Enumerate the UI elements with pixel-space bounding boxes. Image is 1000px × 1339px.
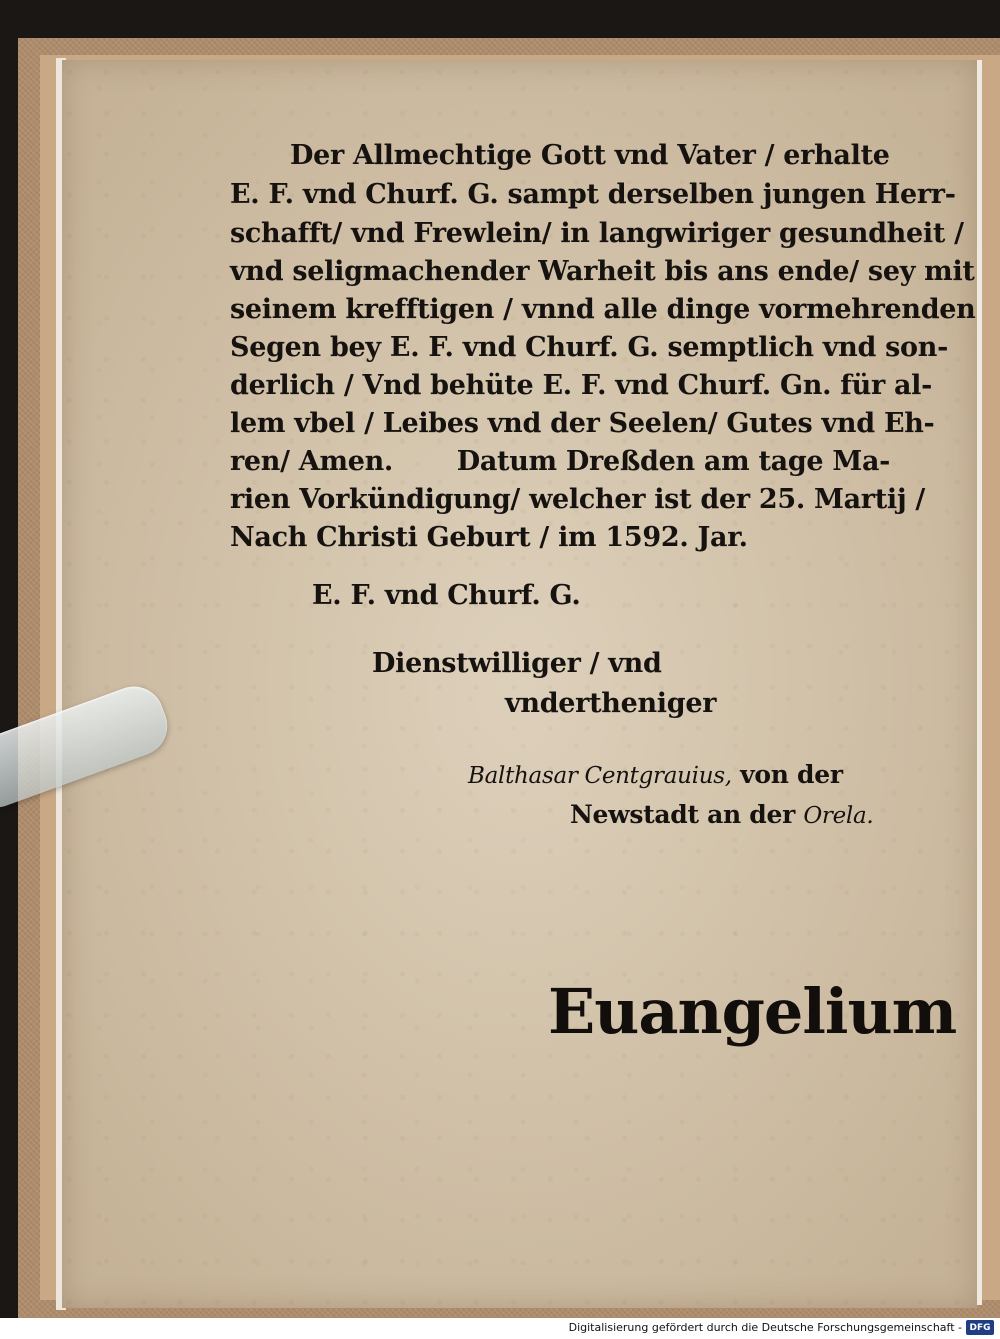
signature-line-1 (468, 760, 843, 789)
letter-line-10: rien Vorkündigung/ welcher ist der 25. Martij / (230, 484, 925, 515)
salutation: E. F. vnd Churf. G. (312, 580, 581, 611)
signature-newstadt: Newstadt an der (570, 800, 795, 829)
signature-line-2 (570, 800, 873, 829)
letter-line-6: Segen bey E. F. vnd Churf. G. semptlich vnd son- (230, 332, 948, 363)
footer-bar (0, 1318, 1000, 1339)
closing-line-2: vndertheniger (505, 688, 717, 719)
letter-line-7: derlich / Vnd behüte E. F. vnd Churf. Gn. für al- (230, 370, 933, 401)
catchword: Euangelium (548, 975, 957, 1048)
dfg-logo: DFG (966, 1320, 994, 1335)
signature-line-1-rest: von der (740, 760, 843, 789)
letter-line-5: seinem krefftigen / vnnd alle dinge vormehrenden (230, 294, 976, 325)
letter-line-3: schafft/ vnd Frewlein/ in langwiriger gesundheit / (230, 218, 964, 249)
signature-name: Balthasar Centgrauius, (468, 763, 732, 789)
letter-line-11: Nach Christi Geburt / im 1592. Jar. (230, 522, 748, 553)
letter-line-1: Der Allmechtige Gott vnd Vater / erhalte (290, 140, 890, 171)
letter-line-4: vnd seligmachender Warheit bis ans ende/ sey mit (230, 256, 975, 287)
closing-line-1: Dienstwilliger / vnd (372, 648, 662, 679)
letter-line-2: E. F. vnd Churf. G. sampt derselben jungen Herr- (230, 179, 956, 210)
letter-line-9: ren/ Amen. Datum Dreßden am tage Ma- (230, 446, 891, 477)
footer-credit: Digitalisierung gefördert durch die Deutsche Forschungsgemeinschaft - (568, 1321, 962, 1334)
signature-place: Orela. (803, 803, 874, 829)
letter-line-8: lem vbel / Leibes vnd der Seelen/ Gutes vnd Eh- (230, 408, 935, 439)
